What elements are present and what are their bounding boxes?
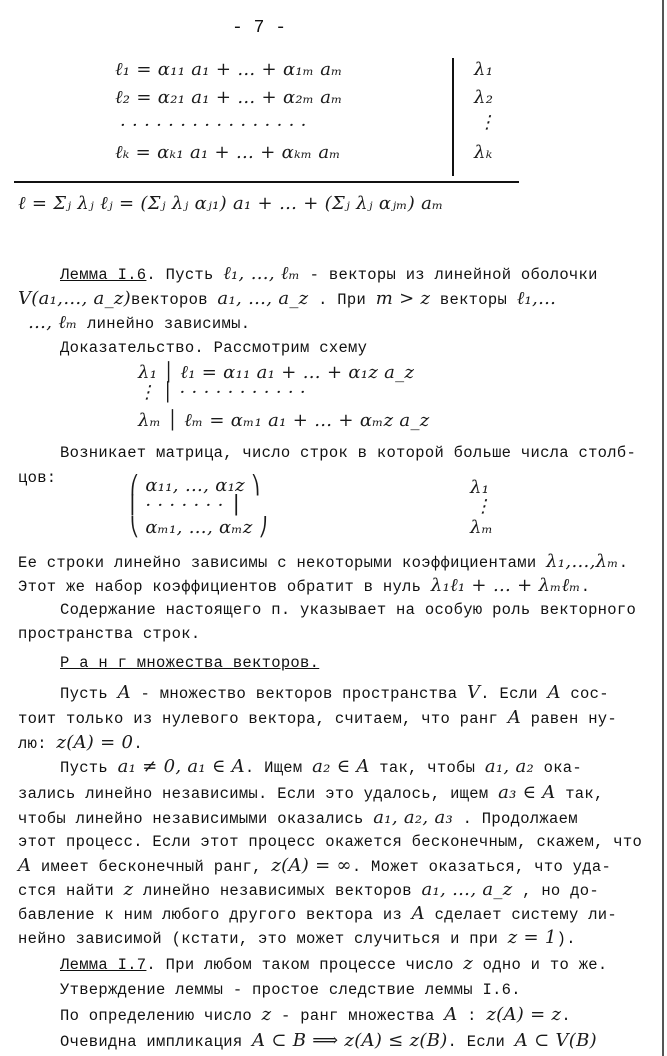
math-expression: λ₁ <box>474 59 494 80</box>
math-expression: ⎝ αₘ₁, …, αₘz ⎠ <box>130 517 268 538</box>
math-expression: z(A) = ∞ <box>271 855 352 876</box>
text-segment: Очевидна импликация <box>60 1033 253 1051</box>
math-expression: …, ℓₘ <box>28 312 78 333</box>
text-segment: сос- <box>560 685 609 703</box>
text-segment: сделает систему ли- <box>424 906 618 924</box>
text-segment: Этот же набор коэффициентов обратит в нуль <box>18 578 431 596</box>
text-segment: . Может оказаться, что уда- <box>351 858 612 876</box>
text-line <box>474 88 493 109</box>
text-line <box>18 904 617 925</box>
text-segment: - множество векторов пространства <box>130 685 467 703</box>
text-line <box>60 980 521 1000</box>
text-segment: Содержание настоящего п. указывает на особую роль векторного <box>60 601 637 619</box>
text-line <box>18 289 556 310</box>
text-line <box>18 880 599 901</box>
text-segment: Пусть <box>60 685 118 703</box>
text-line <box>18 832 642 852</box>
math-expression: z <box>123 879 134 900</box>
math-expression: λ₁ℓ₁ + … + λₘℓₘ <box>430 575 581 596</box>
text-segment: имеет бесконечный ранг, <box>31 858 272 876</box>
text-segment: - векторы из линейной оболочки <box>300 266 598 284</box>
text-segment: . <box>133 735 143 753</box>
text-segment: . Если <box>480 685 548 703</box>
math-expression: A <box>18 855 32 876</box>
text-segment: Утверждение леммы - простое следствие леммы I.6. <box>60 981 521 999</box>
math-expression: ℓ₁, …, ℓₘ <box>223 263 301 284</box>
text-line <box>18 783 604 804</box>
text-line <box>130 518 268 539</box>
text-segment: кстати, это может случиться и при <box>181 930 508 948</box>
text-segment: По определению число <box>60 1007 262 1025</box>
text-segment: - ранг множества <box>271 1007 445 1025</box>
text-line <box>18 928 576 949</box>
math-expression: A ⊂ V(B) <box>514 1030 597 1051</box>
math-expression: a₃ ∈ A <box>498 782 556 803</box>
math-expression: · · · · · · · · · · · · · · · · <box>120 115 307 136</box>
text-segment: : <box>457 1007 487 1025</box>
text-line <box>130 496 239 517</box>
math-expression: a₁, a₂, a₃ <box>373 807 453 828</box>
text-segment: . Пусть <box>146 266 224 284</box>
text-line <box>18 194 443 215</box>
text-line <box>470 518 493 539</box>
math-expression: A <box>547 682 561 703</box>
math-expression: a₂ ∈ A <box>312 756 370 777</box>
text-segment: . При любом таком процессе число <box>146 956 464 974</box>
text-segment: . <box>618 554 629 572</box>
text-line <box>120 116 307 137</box>
text-segment: . <box>580 578 591 596</box>
text-line <box>60 264 598 285</box>
text-segment: лю: <box>18 735 57 753</box>
math-expression: a₁, a₂ <box>484 756 534 777</box>
text-line <box>60 443 636 463</box>
math-expression: A <box>507 707 521 728</box>
text-line <box>18 708 617 729</box>
text-segment: бавление к ним любого другого вектора из <box>18 906 412 924</box>
underlined-heading: Р а н г множества векторов. <box>60 654 320 672</box>
math-expression: ℓₖ = αₖ₁ a₁ + … + αₖₘ aₘ <box>115 142 341 163</box>
text-segment: ). <box>556 930 576 948</box>
math-expression: λ₁ │ ℓ₁ = α₁₁ a₁ + … + α₁z a_z <box>138 362 415 383</box>
text-segment: . Ищем <box>244 759 313 777</box>
text-line <box>474 497 492 518</box>
text-line <box>115 143 341 164</box>
math-expression: z(A) = z <box>486 1004 562 1025</box>
math-expression: ℓ = Σⱼ λⱼ ℓⱼ = (Σⱼ λⱼ αⱼ₁) a₁ + … + (Σⱼ λⱼ αⱼₘ) aₘ <box>18 193 444 214</box>
math-expression: ⋮ <box>474 496 493 517</box>
page-edge-line <box>662 0 664 1056</box>
text-segment: тоит только из нулевого вектора, считаем, что ранг <box>18 710 508 728</box>
math-expression: λ₁ <box>470 477 490 498</box>
math-expression: V <box>466 682 481 703</box>
text-line <box>138 383 306 404</box>
text-line <box>60 757 582 778</box>
text-line <box>18 856 611 877</box>
text-line <box>60 600 636 620</box>
math-expression: a₁, …, a_z <box>421 879 513 900</box>
math-expression: λ₂ <box>474 87 494 108</box>
math-expression: A <box>444 1004 458 1025</box>
text-line <box>474 143 493 164</box>
text-line <box>18 576 590 597</box>
text-segment: так, чтобы <box>369 759 485 777</box>
text-segment: пространства строк. <box>18 625 201 643</box>
text-line <box>474 60 493 81</box>
text-segment: Пусть <box>60 759 118 777</box>
text-line <box>18 552 628 573</box>
math-expression: a₁ ≠ 0, a₁ ∈ A <box>117 756 245 777</box>
text-segment: линейно зависимы. <box>77 315 251 333</box>
math-expression: z(A) = 0 <box>56 732 134 753</box>
math-expression: ⋮ │ · · · · · · · · · · · <box>138 382 306 403</box>
text-line <box>115 88 343 109</box>
math-expression: z <box>463 953 474 974</box>
text-line <box>130 476 260 497</box>
text-segment: ока- <box>534 759 583 777</box>
underlined-heading: Лемма I.6 <box>60 266 147 284</box>
text-segment: Возникает матрица, число строк в которой больше числа столб- <box>60 444 637 462</box>
math-expression: λₘ │ ℓₘ = αₘ₁ a₁ + … + αₘz a_z <box>138 410 430 431</box>
text-line <box>60 1031 597 1052</box>
text-segment: этот процесс. Если этот процесс окажется бесконечным, скажем, что <box>18 833 643 851</box>
coefficient-column-divider <box>452 58 454 176</box>
text-line <box>115 60 343 81</box>
text-segment: стся найти <box>18 882 124 900</box>
underlined-heading: Лемма I.7 <box>60 956 147 974</box>
text-segment: линейно независимых векторов <box>133 882 422 900</box>
text-line <box>138 363 414 384</box>
text-line <box>478 113 496 134</box>
math-expression: λ₁,…,λₘ <box>546 551 619 572</box>
text-segment: Ее строки линейно зависимы с некоторыми коэффициентами <box>18 554 547 572</box>
math-expression: z <box>261 1004 272 1025</box>
math-expression: ℓ₂ = α₂₁ a₁ + … + α₂ₘ aₘ <box>115 87 343 108</box>
math-expression: m > z <box>375 288 431 309</box>
text-segment: векторы <box>430 291 517 309</box>
math-expression: A <box>411 903 425 924</box>
text-line <box>60 338 367 358</box>
math-expression: a₁, …, a_z <box>217 288 309 309</box>
text-line <box>18 808 578 829</box>
math-expression: ⋮ <box>478 112 497 133</box>
math-expression: z = 1 <box>507 927 557 948</box>
math-expression: λₖ <box>474 142 493 163</box>
text-segment: . При <box>308 291 376 309</box>
text-segment: . Продолжаем <box>453 810 578 828</box>
text-segment: зались линейно независимы. Если это удалось, ищем <box>18 785 499 803</box>
text-segment: чтобы линейно независимыми оказались <box>18 810 374 828</box>
text-segment: так, <box>555 785 604 803</box>
math-expression: A ⊂ B ⟹ z(A) ≤ z(B) <box>252 1030 448 1051</box>
text-segment: , но до- <box>512 882 599 900</box>
text-line <box>18 733 143 754</box>
text-line <box>18 468 56 488</box>
text-segment: нейно зависимой ( <box>18 930 182 948</box>
math-expression: A <box>117 682 131 703</box>
equation-separator-line <box>14 181 519 183</box>
text-segment: одно и то же. <box>473 956 608 974</box>
text-segment: . <box>561 1007 571 1025</box>
text-line <box>60 653 319 673</box>
text-line <box>60 954 608 975</box>
math-expression: ⎛ α₁₁, …, α₁z ⎞ <box>130 475 261 496</box>
text-line <box>138 411 430 432</box>
math-expression: λₘ <box>470 517 494 538</box>
math-expression: ⎜ · · · · · · · ⎟ <box>130 495 239 516</box>
text-segment: векторов <box>130 291 218 309</box>
text-segment: . Если <box>447 1033 515 1051</box>
text-segment: цов: <box>18 469 57 487</box>
page-number: - 7 - <box>232 18 287 38</box>
text-line <box>28 313 250 334</box>
text-segment: Доказательство. Рассмотрим схему <box>60 339 368 357</box>
text-line <box>60 683 609 704</box>
text-line <box>18 624 200 644</box>
math-expression: V(a₁,…, a_z) <box>18 288 131 309</box>
text-line <box>60 1005 571 1026</box>
text-segment: равен ну- <box>521 710 618 728</box>
math-expression: ℓ₁,… <box>516 288 557 309</box>
math-expression: ℓ₁ = α₁₁ a₁ + … + α₁ₘ aₘ <box>115 59 343 80</box>
